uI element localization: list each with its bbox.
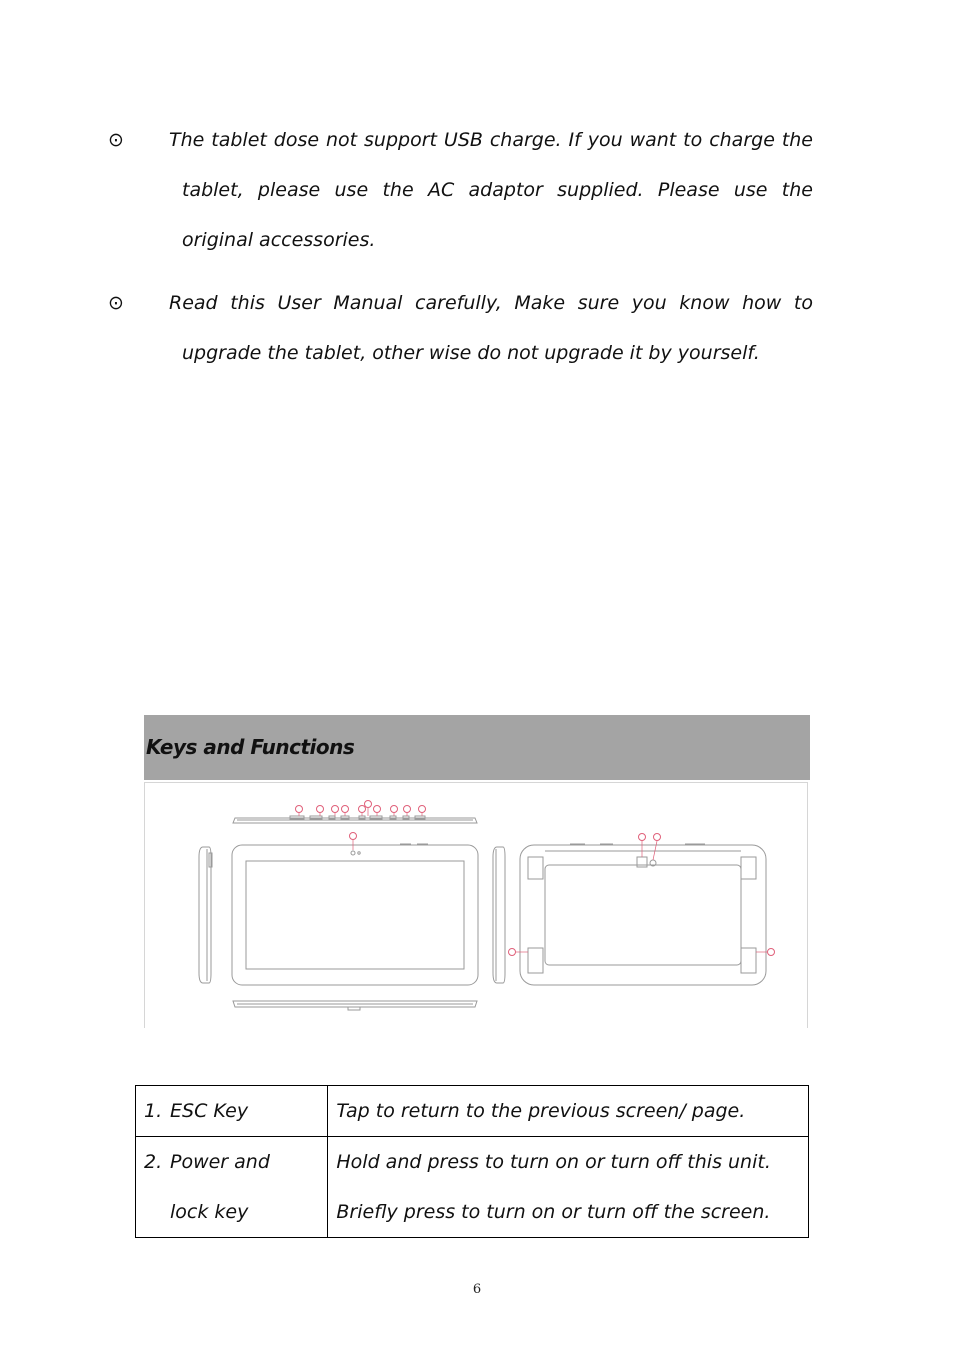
- callout-top-11: [296, 806, 303, 817]
- callout-back-speaker-right: [756, 949, 775, 956]
- note-usb-charge: [108, 115, 813, 265]
- callout-top-9: [332, 806, 339, 817]
- callout-top-3: [404, 806, 411, 817]
- tablet-front: [232, 845, 478, 985]
- callout-top-8: [342, 806, 349, 817]
- key-description: Hold and press to turn on or turn off this unit.: [336, 1151, 771, 1173]
- note-text: Read this User Manual carefully, Make sure you know how to upgrade the tablet, other wise do not upgrade it by yourself.: [169, 292, 813, 364]
- callout-back-flash: [653, 834, 661, 861]
- tablet-right-side: [493, 847, 505, 983]
- tablet-diagram-svg: [145, 783, 807, 1029]
- callout-top-2: [419, 806, 426, 817]
- key-name: ESC Key: [170, 1100, 249, 1122]
- page-number: 6: [472, 1282, 482, 1297]
- tablet-back: [520, 845, 766, 985]
- key-name: lock key: [170, 1201, 249, 1223]
- key-name-cell: [136, 1086, 328, 1137]
- bullet-icon: ⊙: [108, 129, 124, 151]
- key-number: 2.: [144, 1151, 163, 1173]
- key-description: Tap to return to the previous screen/ page.: [336, 1100, 746, 1122]
- key-name: Power and: [170, 1151, 270, 1173]
- key-number: 1.: [144, 1100, 163, 1122]
- callout-top-7: [359, 806, 366, 817]
- note-text: The tablet dose not support USB charge. If you want to charge the tablet, please use the AC adaptor supplied. Please use the original accessories.: [169, 129, 813, 251]
- table-row: [136, 1086, 809, 1137]
- key-description: Briefly press to turn on or turn off the screen.: [336, 1201, 771, 1223]
- bullet-icon: ⊙: [108, 292, 124, 314]
- keys-table: [135, 1085, 809, 1238]
- table-row: [136, 1137, 809, 1238]
- callout-top-10: [317, 806, 324, 817]
- callout-top-5: [374, 806, 381, 817]
- note-upgrade: [108, 278, 813, 378]
- callout-front-camera: [350, 833, 357, 851]
- tablet-diagram: [144, 782, 808, 1028]
- callout-back-speaker-left: [509, 949, 529, 956]
- section-header: [144, 715, 810, 780]
- key-desc-cell: [328, 1137, 809, 1238]
- key-name-cell: [136, 1137, 328, 1238]
- key-desc-cell: [328, 1086, 809, 1137]
- callout-top-4: [391, 806, 398, 817]
- section-title: Keys and Functions: [146, 735, 355, 759]
